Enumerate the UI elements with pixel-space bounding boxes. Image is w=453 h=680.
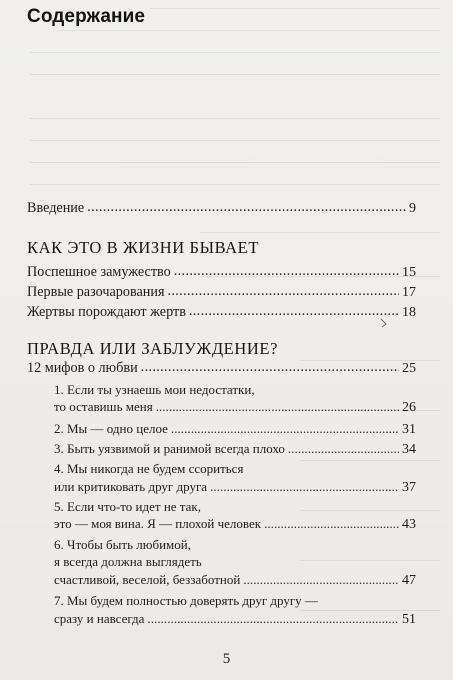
toc-myth-line: я всегда должна выглядеть: [54, 554, 202, 569]
section-heading-life: КАК ЭТО В ЖИЗНИ БЫВАЕТ: [27, 238, 260, 257]
dot-leader: [243, 571, 399, 584]
dot-leader: [264, 515, 399, 528]
dot-leader: [174, 262, 399, 276]
toc-myth-entry[interactable]: [54, 420, 416, 439]
toc-entry-title: 12 мифов о любви: [27, 360, 138, 377]
toc-entry-page: 37: [402, 480, 416, 495]
toc-myth-entry[interactable]: [54, 610, 416, 629]
toc-entry-title: или критиковать друг друга: [54, 479, 208, 494]
toc-entry-title: Введение: [27, 200, 85, 217]
toc-entry-page: 15: [402, 265, 416, 281]
toc-entry-page: 9: [409, 201, 416, 217]
dot-leader: [156, 398, 399, 411]
toc-myth-line: 7. Мы будем полностью доверять друг другу —: [54, 593, 318, 608]
toc-entry-page: 17: [402, 285, 416, 301]
dot-leader: [87, 198, 406, 212]
toc-myth-line: 5. Если что-то идет не так,: [54, 499, 201, 514]
toc-myth-entry[interactable]: [54, 515, 416, 534]
toc-entry-myths[interactable]: [27, 358, 416, 378]
toc-entry-page: 34: [402, 442, 416, 457]
toc-entry-title: Жертвы порождают жертв: [27, 304, 186, 321]
toc-entry-title: сразу и навсегда: [54, 611, 145, 626]
dot-leader: [189, 302, 399, 316]
toc-myth-entry[interactable]: [54, 440, 416, 459]
dot-leader: [168, 282, 400, 296]
dot-leader: [171, 420, 399, 433]
toc-myth-entry[interactable]: [54, 398, 416, 417]
dot-leader: [210, 478, 399, 491]
toc-entry-introduction[interactable]: [27, 198, 416, 218]
toc-myth-line: 1. Если ты узнаешь мои недостатки,: [54, 382, 255, 397]
pencil-mark-icon: [380, 318, 388, 328]
toc-entry-page: 18: [402, 305, 416, 321]
toc-myth-line: 4. Мы никогда не будем ссориться: [54, 461, 244, 476]
toc-myth-line: 6. Чтобы быть любимой,: [54, 537, 191, 552]
toc-entry-title: 2. Мы — одно целое: [54, 421, 168, 436]
toc-entry-page: 31: [402, 422, 416, 437]
toc-entry[interactable]: [27, 302, 416, 322]
toc-entry[interactable]: [27, 282, 416, 302]
toc-entry-title: Первые разочарования: [27, 284, 165, 301]
toc-myth-entry[interactable]: [54, 571, 416, 590]
toc-entry-page: 51: [402, 612, 416, 627]
toc-entry[interactable]: [27, 262, 416, 282]
toc-entry-title: это — моя вина. Я — плохой человек: [54, 516, 262, 531]
toc-entry-page: 26: [402, 400, 416, 415]
dot-leader: [141, 358, 399, 372]
page-number: 5: [222, 651, 231, 667]
page-title: Содержание: [27, 6, 146, 27]
toc-entry-title: то оставишь меня: [54, 399, 153, 414]
toc-entry-page: 43: [402, 517, 416, 532]
toc-entry-title: счастливой, веселой, беззаботной: [54, 572, 241, 587]
toc-entry-page: 25: [402, 361, 416, 377]
toc-entry-page: 47: [402, 573, 416, 588]
section-heading-truth: ПРАВДА ИЛИ ЗАБЛУЖДЕНИЕ?: [27, 339, 278, 358]
dot-leader: [288, 440, 399, 453]
toc-entry-title: 3. Быть уязвимой и ранимой всегда плохо: [54, 441, 285, 456]
toc-entry-title: Поспешное замужество: [27, 264, 171, 281]
dot-leader: [147, 610, 399, 623]
toc-myth-entry[interactable]: [54, 478, 416, 497]
